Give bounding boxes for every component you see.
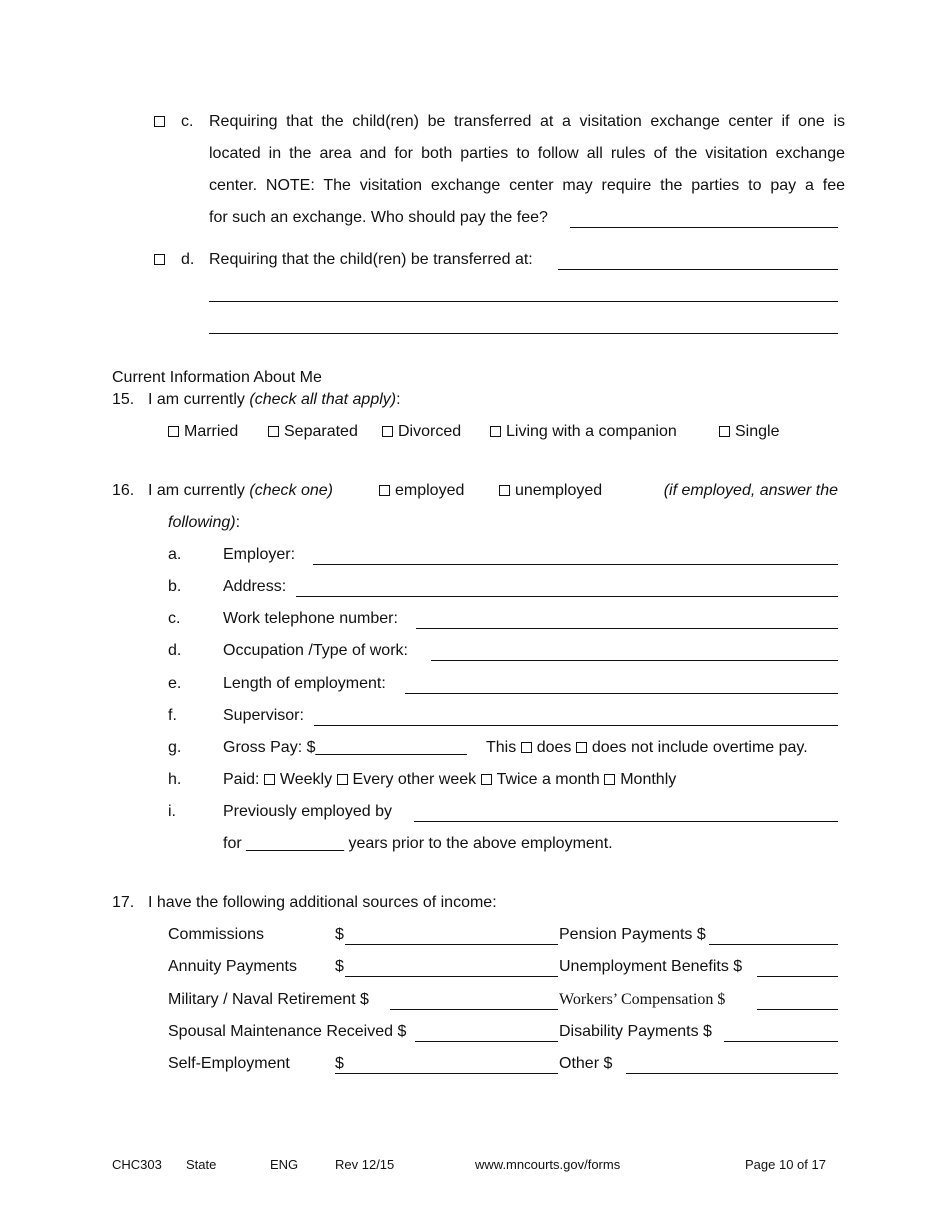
footer-page-number: Page 10 of 17 xyxy=(745,1157,826,1172)
commissions-label: Commissions xyxy=(168,926,265,943)
transfer-location-field-2[interactable] xyxy=(209,301,838,302)
commissions-field[interactable] xyxy=(345,944,558,945)
marital-option-single[interactable]: Single xyxy=(719,422,779,442)
annuity-field[interactable] xyxy=(345,976,558,977)
transfer-location-field-1[interactable] xyxy=(558,269,838,270)
military-retirement-field[interactable] xyxy=(390,1009,558,1010)
previous-years-line[interactable]: for ___________ years prior to the above employment. xyxy=(223,835,613,852)
q16-text: I am currently (check one) xyxy=(148,482,333,499)
work-phone-field[interactable] xyxy=(416,628,838,629)
self-employment-field[interactable] xyxy=(335,1073,558,1074)
q17-number: 17. xyxy=(112,894,135,911)
item-c-checkbox[interactable] xyxy=(154,112,170,132)
q16-number: 16. xyxy=(112,482,135,499)
spousal-maintenance-field[interactable] xyxy=(415,1041,558,1042)
overtime-does-checkbox[interactable] xyxy=(521,742,532,753)
employed-checkbox[interactable] xyxy=(379,485,390,496)
q16-note-2: following): xyxy=(168,514,241,531)
other-income-label: Other $ xyxy=(559,1055,613,1072)
employment-length-label: Length of employment: xyxy=(223,675,386,692)
section-heading: Current Information About Me xyxy=(112,369,322,386)
marital-option-separated[interactable]: Separated xyxy=(268,422,358,442)
item-c-letter: c. xyxy=(181,113,194,130)
workers-comp-label: Workers’ Compensation $ xyxy=(559,991,726,1008)
item-c-line-1: Requiring that the child(ren) be transferred at a visitation exchange center if one is xyxy=(209,113,845,130)
footer-website: www.mncourts.gov/forms xyxy=(475,1157,621,1172)
marital-option-divorced[interactable]: Divorced xyxy=(382,422,461,442)
other-income-field[interactable] xyxy=(626,1073,838,1074)
item-c-fee-question: for such an exchange. Who should pay the fee? xyxy=(209,209,548,226)
footer-language: ENG xyxy=(270,1157,299,1172)
item-d-checkbox[interactable] xyxy=(154,250,170,270)
marital-option-companion[interactable]: Living with a companion xyxy=(490,422,677,442)
disability-label: Disability Payments $ xyxy=(559,1023,712,1040)
field-d-letter: d. xyxy=(168,642,182,659)
fee-payer-field[interactable] xyxy=(570,227,838,228)
previous-employer-label: Previously employed by xyxy=(223,803,392,820)
field-g-letter: g. xyxy=(168,739,182,756)
footer-form-code: CHC303 xyxy=(112,1157,162,1172)
commissions-dollar: $ xyxy=(335,926,344,943)
divorced-checkbox[interactable] xyxy=(382,426,393,437)
paid-monthly-checkbox[interactable] xyxy=(604,774,615,785)
footer-revision: Rev 12/15 xyxy=(335,1157,395,1172)
single-checkbox[interactable] xyxy=(719,426,730,437)
military-retirement-label: Military / Naval Retirement $ xyxy=(168,991,369,1008)
work-phone-label: Work telephone number: xyxy=(223,610,398,627)
item-d-text: Requiring that the child(ren) be transferred at: xyxy=(209,251,533,268)
footer-state: State xyxy=(186,1157,217,1172)
supervisor-label: Supervisor: xyxy=(223,707,304,724)
pension-label: Pension Payments $ xyxy=(559,926,706,943)
item-c-line-2: located in the area and for both parties to follow all rules of the visitation exchange xyxy=(209,145,845,162)
previous-employer-field[interactable] xyxy=(414,821,838,822)
field-e-letter: e. xyxy=(168,675,182,692)
address-field[interactable] xyxy=(296,596,838,597)
unemployment-benefits-field[interactable] xyxy=(757,976,838,977)
q15-number: 15. xyxy=(112,391,135,408)
pension-field[interactable] xyxy=(709,944,838,945)
marital-option-married[interactable]: Married xyxy=(168,422,238,442)
field-h-letter: h. xyxy=(168,771,182,788)
paid-frequency: Paid: Weekly Every other week Twice a month Monthly xyxy=(223,771,677,788)
item-c-line-3: center. NOTE: The visitation exchange center may require the parties to pay a fee xyxy=(209,177,845,194)
self-employment-dollar: $ xyxy=(335,1055,344,1072)
address-label: Address: xyxy=(223,578,287,595)
paid-weekly-checkbox[interactable] xyxy=(264,774,275,785)
paid-twice-month-checkbox[interactable] xyxy=(481,774,492,785)
paid-every-other-week-checkbox[interactable] xyxy=(337,774,348,785)
separated-checkbox[interactable] xyxy=(268,426,279,437)
gross-pay-label: Gross Pay: $_________________ xyxy=(223,739,467,756)
supervisor-field[interactable] xyxy=(314,725,838,726)
unemployed-option[interactable]: unemployed xyxy=(499,481,602,501)
q15-text: I am currently (check all that apply): xyxy=(148,391,401,408)
employed-option[interactable]: employed xyxy=(379,481,464,501)
occupation-field[interactable] xyxy=(431,660,838,661)
employment-length-field[interactable] xyxy=(405,693,838,694)
item-d-letter: d. xyxy=(181,251,195,268)
q17-text: I have the following additional sources of income: xyxy=(148,894,497,911)
employer-field[interactable] xyxy=(313,564,838,565)
overtime-does-not-checkbox[interactable] xyxy=(576,742,587,753)
disability-field[interactable] xyxy=(724,1041,838,1042)
unemployment-benefits-label: Unemployment Benefits $ xyxy=(559,958,743,975)
transfer-location-field-3[interactable] xyxy=(209,333,838,334)
spousal-maintenance-label: Spousal Maintenance Received $ xyxy=(168,1023,407,1040)
field-a-letter: a. xyxy=(168,546,182,563)
annuity-dollar: $ xyxy=(335,958,344,975)
annuity-label: Annuity Payments xyxy=(168,958,297,975)
self-employment-label: Self-Employment xyxy=(168,1055,290,1072)
q16-note-1: (if employed, answer the xyxy=(663,482,838,499)
field-f-letter: f. xyxy=(168,707,177,724)
field-c-letter: c. xyxy=(168,610,181,627)
employer-label: Employer: xyxy=(223,546,296,563)
married-checkbox[interactable] xyxy=(168,426,179,437)
field-b-letter: b. xyxy=(168,578,182,595)
overtime-statement: This does does not include overtime pay. xyxy=(486,739,808,756)
occupation-label: Occupation /Type of work: xyxy=(223,642,408,659)
unemployed-checkbox[interactable] xyxy=(499,485,510,496)
companion-checkbox[interactable] xyxy=(490,426,501,437)
workers-comp-field[interactable] xyxy=(757,1009,838,1010)
field-i-letter: i. xyxy=(168,803,176,820)
